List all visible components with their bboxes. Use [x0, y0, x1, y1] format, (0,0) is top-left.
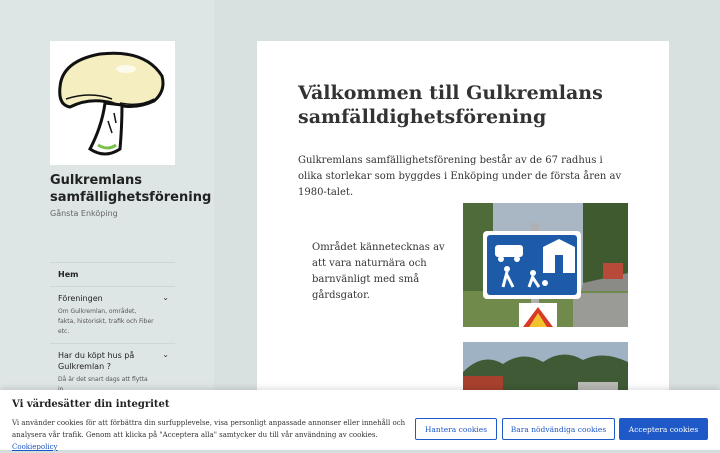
area-description: Området kännetecknas av att vara naturnära och barnvänligt med små gårdsgator.: [312, 242, 445, 301]
menu-item-description: Om Gulkremlan, området, fakta, historiskt, trafik och Fiber etc.: [58, 308, 154, 335]
main-menu: [50, 262, 175, 401]
cookie-policy-link[interactable]: Cookiepolicy: [12, 443, 58, 451]
manage-cookies-button[interactable]: Hantera cookies: [415, 418, 497, 440]
accept-cookies-button[interactable]: Acceptera cookies: [619, 418, 708, 440]
intro-text: Gulkremlans samfällighetsförening består av de 67 radhus i olika storlekar som byggdes i Enköping under de första åren av 1980-talet.: [298, 155, 622, 198]
necessary-cookies-button[interactable]: Bara nödvändiga cookies: [502, 418, 615, 440]
site-description: Gånsta Enköping: [50, 209, 118, 218]
mushroom-icon: [50, 41, 175, 165]
chevron-down-icon[interactable]: ⌄: [162, 293, 169, 302]
cookie-text-body: Vi använder cookies för att förbättra din surfupplevelse, visa personligt anpassade annonser eller innehåll och analysera vår trafik. Genom att klicka på "Acceptera alla" samtycker du till vår användning av cookies.: [12, 419, 406, 439]
sidebar: [0, 0, 214, 450]
menu-item-hem[interactable]: [50, 262, 175, 286]
menu-item-description: Då är det snart dags att flytta: [58, 376, 148, 383]
site-logo[interactable]: [50, 41, 175, 165]
chevron-down-icon[interactable]: ⌄: [162, 350, 169, 359]
menu-item-label: Har du köpt hus på Gulkremlan ?: [58, 351, 135, 371]
page-title: Välkommen till Gulkremlans samfälldighetsförening: [298, 82, 603, 128]
cookie-title: Vi värdesätter din integritet: [12, 399, 170, 410]
site-title[interactable]: Gulkremlans samfällighetsförening: [50, 173, 212, 205]
menu-item-foreningen[interactable]: [50, 286, 175, 343]
cookie-banner: [0, 390, 720, 450]
street-sign-photo: [463, 203, 628, 327]
menu-item-label: Föreningen: [58, 294, 103, 303]
cookie-text: [12, 417, 407, 453]
main-content: [257, 41, 669, 450]
menu-item-label: Hem: [58, 270, 79, 279]
